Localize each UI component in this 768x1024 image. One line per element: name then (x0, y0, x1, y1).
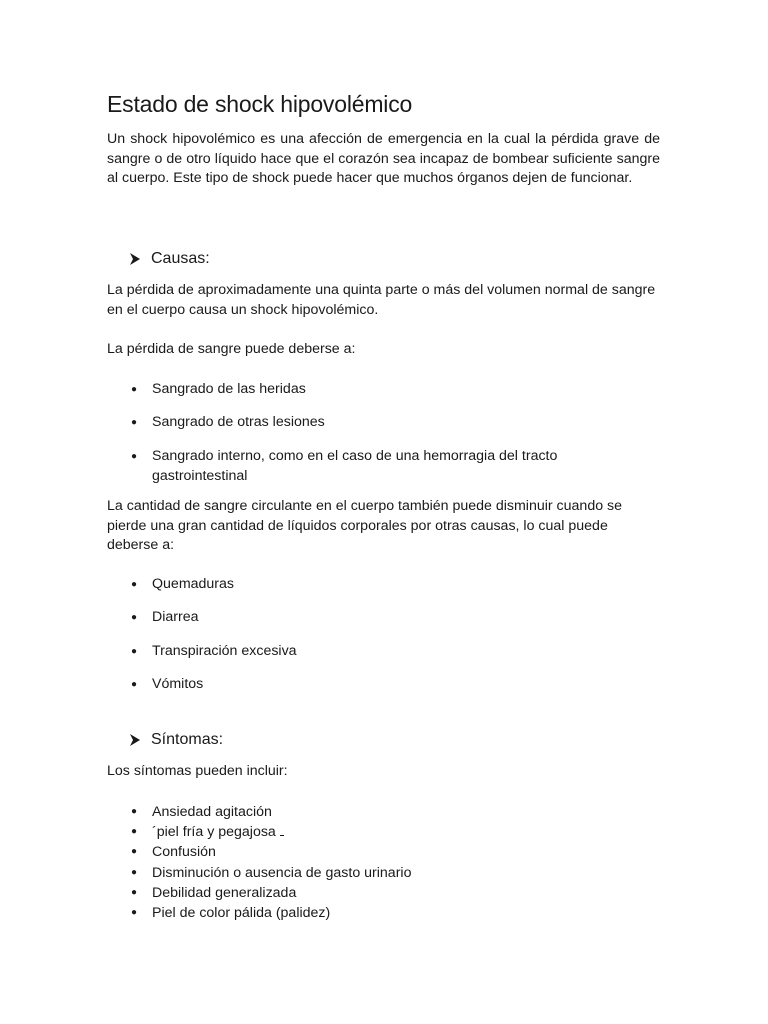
list-item (107, 675, 660, 695)
list-item-text: Diarrea (152, 609, 199, 625)
bullet-icon: ● (130, 612, 138, 623)
causas-paragraph-1: La pérdida de aproximadamente una quinta parte o más del volumen normal de sangre en el cuerpo causa un shock hipovolémico. (107, 282, 656, 318)
bullet-icon: ● (130, 451, 138, 462)
document-title: Estado de shock hipovolémico (107, 91, 413, 117)
bullet-icon: ● (130, 907, 138, 919)
list-item (107, 413, 660, 433)
section-heading-sintomas (129, 729, 223, 751)
list-item (107, 842, 660, 862)
list-item-text: Ansiedad agitación (152, 804, 272, 820)
section-heading-label: Síntomas: (151, 731, 224, 748)
list-item (107, 883, 660, 903)
list-symptoms (107, 802, 660, 923)
list-item-text: Transpiración excesiva (152, 643, 297, 659)
underline-mark (280, 822, 284, 836)
list-item-text: Sangrado de otras lesiones (152, 414, 325, 430)
bullet-icon: ● (130, 679, 138, 690)
bullet-icon: ● (130, 806, 138, 817)
list-item (107, 863, 660, 883)
causas-paragraph-2: La pérdida de sangre puede deberse a: (107, 341, 356, 357)
section-heading-causas (129, 248, 210, 270)
list-item (107, 447, 572, 486)
list-item-text: Debilidad generalizada (152, 884, 297, 901)
list-item-text: Quemaduras (152, 576, 235, 592)
list-item (107, 380, 660, 400)
sintomas-paragraph: Los síntomas pueden incluir: (107, 763, 288, 779)
bullet-icon: ● (130, 384, 138, 395)
arrow-bullet-icon (129, 734, 151, 746)
bullet-icon: ● (130, 646, 138, 657)
bullet-icon: ● (130, 886, 138, 898)
bullet-icon: ● (130, 417, 138, 428)
list-item-text: Piel de color pálida (palidez) (152, 905, 331, 922)
bullet-icon: ● (130, 826, 138, 838)
list-item (107, 575, 660, 595)
list-item-text: Disminución o ausencia de gasto urinario (152, 864, 412, 881)
bullet-icon: ● (130, 866, 138, 878)
arrow-bullet-icon (129, 253, 151, 265)
bullet-icon: ● (130, 579, 138, 590)
list-item-text: Sangrado interno, como en el caso de una hemorragia del tracto gastrointestinal (152, 448, 558, 484)
list-item-text: Confusión (152, 844, 216, 861)
list-item (107, 802, 660, 822)
causas-paragraph-3: La cantidad de sangre circulante en el cuerpo también puede disminuir cuando se pierde una gran cantidad de líquidos corporales por otras causas, lo cual puede deberse a: (107, 498, 623, 553)
list-item-text: Sangrado de las heridas (152, 381, 306, 397)
list-item-text: Vómitos (152, 676, 204, 692)
list-item-text: ´piel fría y pegajosa (152, 824, 276, 841)
list-item (107, 608, 660, 628)
list-item (107, 903, 660, 923)
intro-paragraph: Un shock hipovolémico es una afección de emergencia en la cual la pérdida grave de sangre o de otro líquido hace que el corazón sea incapaz de bombear suficiente sangre al cuerpo. Este tipo de shock puede hacer que muchos órganos dejen de funcionar. (107, 131, 660, 186)
bullet-icon: ● (130, 846, 138, 858)
section-heading-label: Causas: (151, 250, 210, 267)
list-item (107, 642, 660, 662)
list-item (107, 822, 660, 842)
